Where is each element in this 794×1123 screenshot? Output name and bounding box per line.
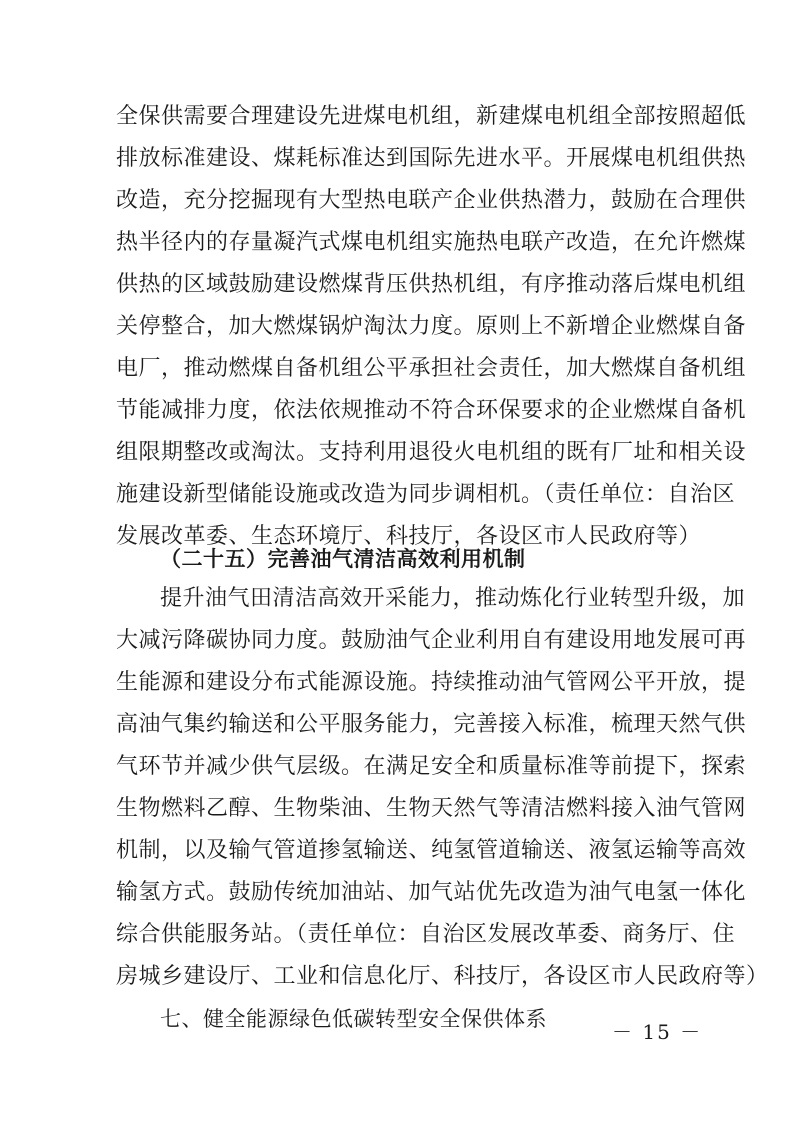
paragraph-line: 生能源和建设分布式能源设施。持续推动油气管网公平开放，提 [116,670,747,695]
paragraph-line: 大减污降碳协同力度。鼓励油气企业利用自有建设用地发展可再 [116,628,747,653]
paragraph-line: 机制，以及输气管道掺氢输送、纯氢管道输送、液氢运输等高效 [116,838,747,863]
paragraph-line: 施建设新型储能设施或改造为同步调相机。（责任单位：自治区 [116,482,736,507]
paragraph-line: 组限期整改或淘汰。支持利用退役火电机组的既有厂址和相关设 [116,440,747,465]
paragraph-line: 综合供能服务站。（责任单位：自治区发展改革委、商务厅、住 [116,922,736,947]
page-number: － 15 － [612,1020,703,1044]
paragraph-line: 电厂，推动燃煤自备机组公平承担社会责任，加大燃煤自备机组 [116,356,747,381]
paragraph-line: 全保供需要合理建设先进煤电机组，新建煤电机组全部按照超低 [116,104,747,129]
paragraph-line: 关停整合，加大燃煤锅炉淘汰力度。原则上不新增企业燃煤自备 [116,314,747,339]
paragraph-line: 热半径内的存量凝汽式煤电机组实施热电联产改造，在允许燃煤 [116,230,747,255]
section-heading: （二十五）完善油气清洁高效利用机制 [160,547,526,571]
paragraph-line: 输氢方式。鼓励传统加油站、加气站优先改造为油气电氢一体化 [116,880,747,905]
paragraph-line: 生物燃料乙醇、生物柴油、生物天然气等清洁燃料接入油气管网 [116,796,747,821]
paragraph-line: 房城乡建设厅、工业和信息化厅、科技厅，各设区市人民政府等） [116,964,769,989]
paragraph-line: 供热的区域鼓励建设燃煤背压供热机组，有序推动落后煤电机组 [116,272,747,297]
paragraph-line: 高油气集约输送和公平服务能力，完善接入标准，梳理天然气供 [116,712,747,737]
paragraph-line: 提升油气田清洁高效开采能力，推动炼化行业转型升级，加 [160,586,746,611]
paragraph-line: 发展改革委、生态环境厅、科技厅，各设区市人民政府等） [116,524,702,549]
paragraph-line: 改造，充分挖掘现有大型热电联产企业供热潜力，鼓励在合理供 [116,188,747,213]
chapter-heading: 七、健全能源绿色低碳转型安全保供体系 [160,1007,547,1031]
paragraph-line: 气环节并减少供气层级。在满足安全和质量标准等前提下，探索 [116,754,747,779]
paragraph-line: 排放标准建设、煤耗标准达到国际先进水平。开展煤电机组供热 [116,146,747,171]
paragraph-line: 节能减排力度，依法依规推动不符合环保要求的企业燃煤自备机 [116,398,747,423]
